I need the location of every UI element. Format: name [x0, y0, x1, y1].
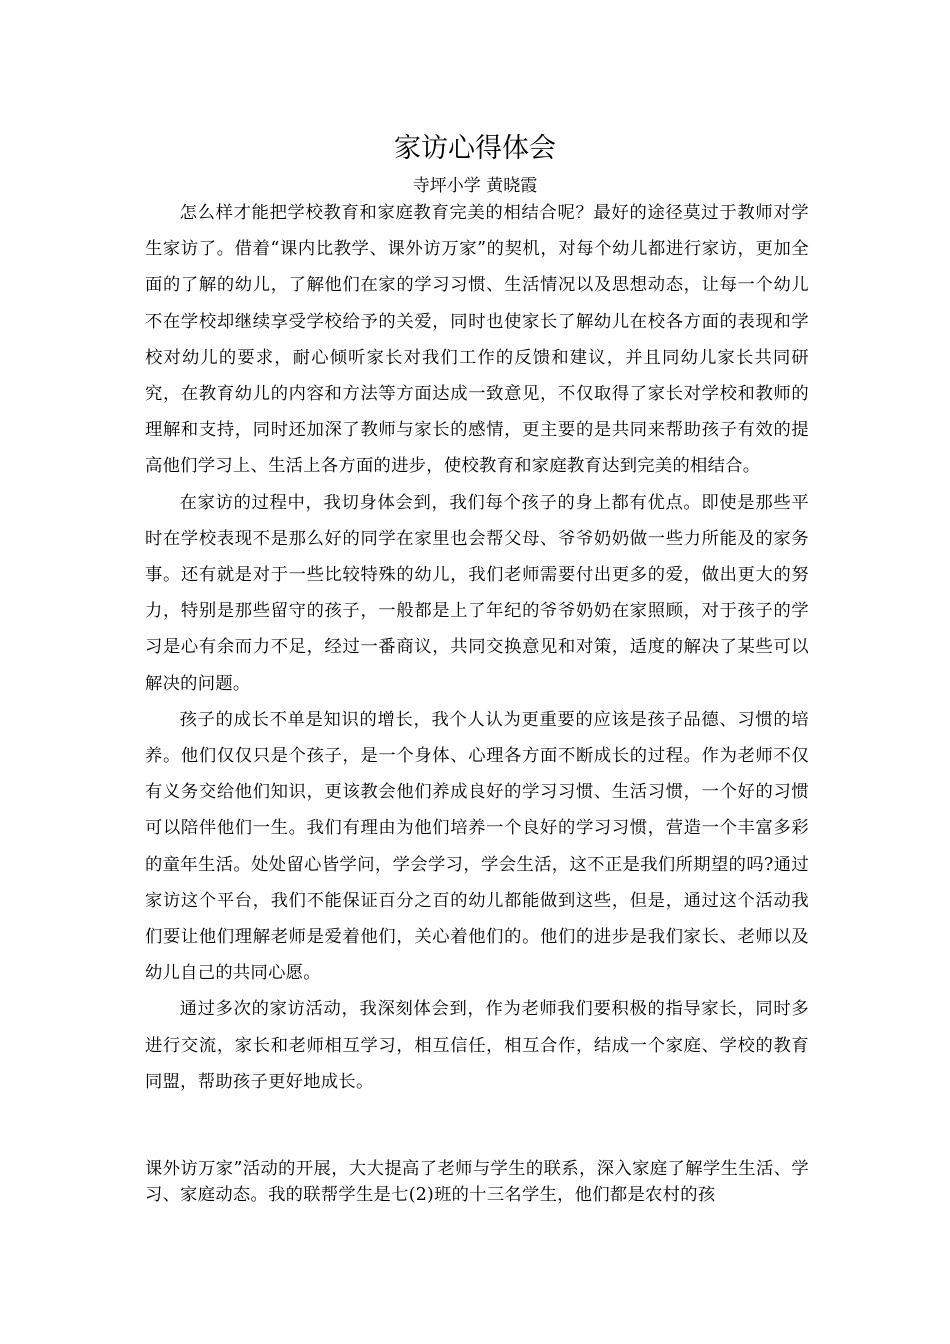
paragraph-4: 通过多次的家访活动，我深刻体会到，作为老师我们要积极的指导家长，同时多进行交流，家长和老师相互学习，相互信任，相互合作，结成一个家庭、学校的教育同盟，帮助孩子更好地成长。 — [145, 999, 809, 1092]
page-title: 家访心得体会 — [394, 133, 556, 164]
paragraph-3: 孩子的成长不单是知识的增长，我个人认为更重要的应该是孩子品德、习惯的培养。他们仅仅只是个孩子，是一个身体、心理各方面不断成长的过程。作为老师不仅有义务交给他们知识，更该教会他们养成良好的学习习惯、生活习惯，一个好的习惯可以陪伴他们一生。我们有理由为他们培养一个良好的学习习惯，营造一个丰富多彩的童年生活。处处留心皆学问，学会学习，学会生活，这不正是我们所期望的吗?通过家访这个平台，我们不能保证百分之百的幼儿都能做到这些，但是，通过这个活动我们要让他们理解老师是爱着他们，关心着他们的。他们的进步是我们家长、老师以及幼儿自己的共同心愿。 — [145, 709, 809, 984]
trailing-paragraph: 课外访万家”活动的开展，大大提高了老师与学生的联系，深入家庭了解学生生活、学习、家庭动态。我的联帮学生是七(2)班的十三名学生，他们都是农村的孩 — [145, 1159, 809, 1205]
article-body — [145, 195, 809, 1100]
paragraph-2: 在家访的过程中，我切身体会到，我们每个孩子的身上都有优点。即使是那些平时在学校表现不是那么好的同学在家里也会帮父母、爷爷奶奶做一些力所能及的家务事。还有就是对于一些比较特殊的幼儿，我们老师需要付出更多的爱，做出更大的努力，特别是那些留守的孩子，一般都是上了年纪的爷爷奶奶在家照顾，对于孩子的学习是心有余而力不足，经过一番商议，共同交换意见和对策，适度的解决了某些可以解决的问题。 — [145, 492, 809, 694]
paragraph-1: 怎么样才能把学校教育和家庭教育完美的相结合呢？最好的途径莫过于教师对学生家访了。借着“课内比教学、课外访万家”的契机，对每个幼儿都进行家访，更加全面的了解的幼儿，了解他们在家的学习习惯、生活情况以及思想动态，让每一个幼儿不在学校却继续享受学校给予的关爱，同时也使家长了解幼儿在校各方面的表现和学校对幼儿的要求，耐心倾听家长对我们工作的反馈和建议，并且同幼儿家长共同研究，在教育幼儿的内容和方法等方面达成一致意见，不仅取得了家长对学校和教师的理解和支持，同时还加深了教师与家长的感情，更主要的是共同来帮助孩子有效的提高他们学习上、生活上各方面的进步，使校教育和家庭教育达到完美的相结合。 — [145, 203, 809, 477]
author-line: 寺坪小学 黄晓霞 — [412, 176, 538, 196]
